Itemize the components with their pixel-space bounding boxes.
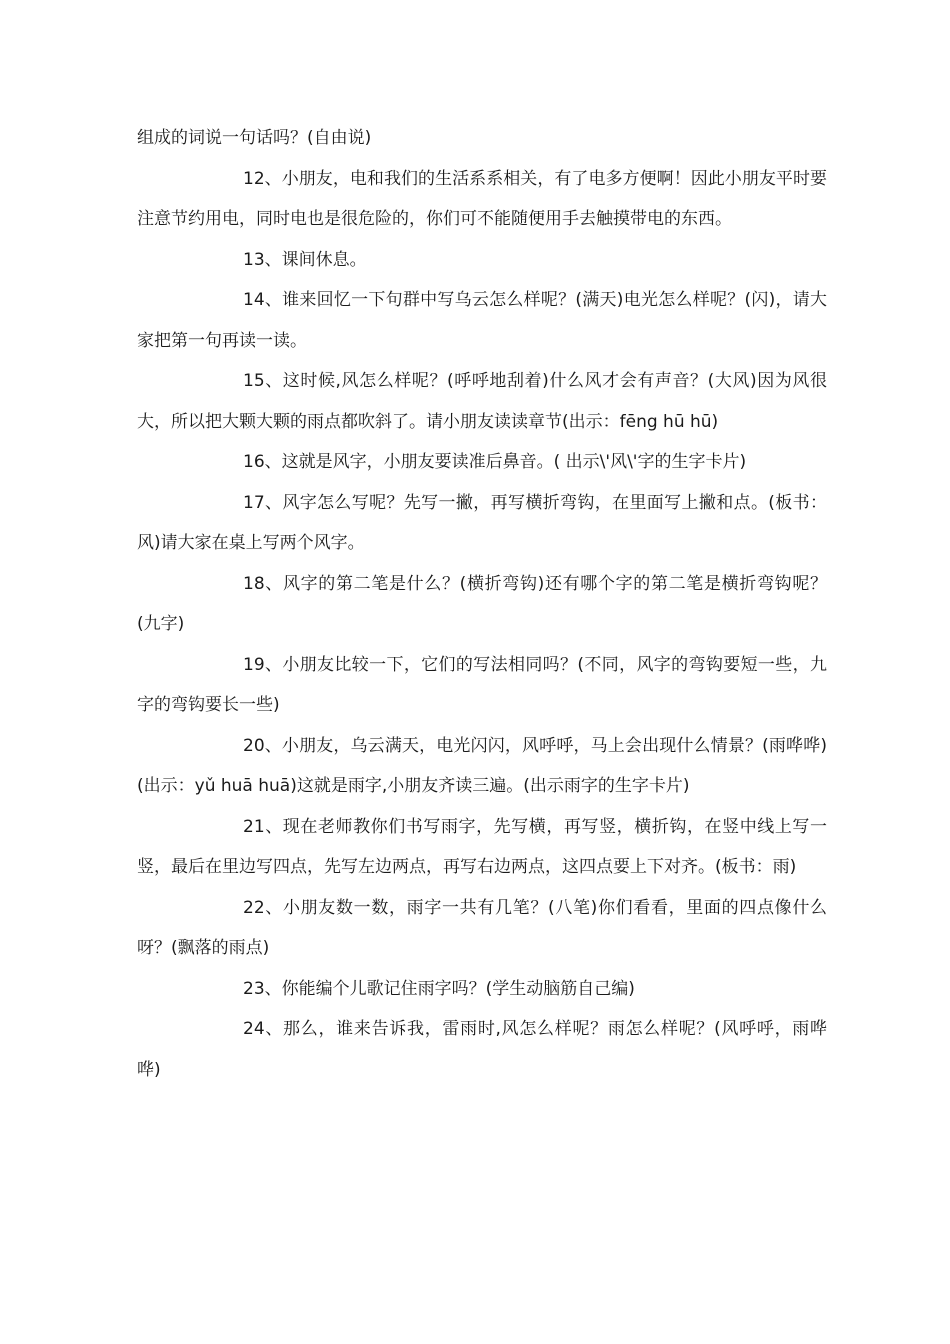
paragraph-24: 24、那么，谁来告诉我，雷雨时,风怎么样呢？雨怎么样呢？(风呼呼，雨哗哗) — [137, 1019, 827, 1080]
paragraph-17: 17、风字怎么写呢？先写一撇，再写横折弯钩，在里面写上撇和点。(板书：风)请大家在桌上写两个风字。 — [137, 492, 827, 553]
paragraph-16: 16、这就是风字，小朋友要读准后鼻音。( 出示\'风\'字的生字卡片) — [243, 452, 747, 472]
document-body — [137, 118, 827, 1090]
paragraph-23: 23、你能编个儿歌记住雨字吗？(学生动脑筋自己编) — [243, 978, 635, 999]
paragraph-18: 18、风字的第二笔是什么？(横折弯钩)还有哪个字的第二笔是横折弯钩呢？(九字) — [137, 573, 827, 634]
paragraph-22: 22、小朋友数一数，雨字一共有几笔？(八笔)你们看看，里面的四点像什么呀？(飘落的雨点) — [137, 897, 827, 958]
paragraph-19: 19、小朋友比较一下，它们的写法相同吗？(不同，风字的弯钩要短一些，九字的弯钩要长一些) — [137, 654, 827, 715]
paragraph-21: 21、现在老师教你们书写雨字，先写横，再写竖，横折钩，在竖中线上写一竖，最后在里边写四点，先写左边两点，再写右边两点，这四点要上下对齐。(板书：雨) — [137, 816, 827, 877]
paragraph-12: 12、小朋友，电和我们的生活系系相关，有了电多方便啊！因此小朋友平时要注意节约用电，同时电也是很危险的，你们可不能随便用手去触摸带电的东西。 — [137, 168, 827, 229]
paragraph-15: 15、这时候,风怎么样呢？(呼呼地刮着)什么风才会有声音？(大风)因为风很大，所以把大颗大颗的雨点都吹斜了。请小朋友读读章节(出示：fēng hū hū) — [137, 371, 827, 432]
paragraph-14: 14、谁来回忆一下句群中写乌云怎么样呢？(满天)电光怎么样呢？(闪)，请大家把第一句再读一读。 — [137, 290, 827, 351]
paragraph-20: 20、小朋友，乌云满天，电光闪闪，风呼呼，马上会出现什么情景？(雨哗哗)(出示：yǔ huā huā)这就是雨字,小朋友齐读三遍。(出示雨字的生字卡片) — [137, 735, 827, 796]
paragraph-continued: 组成的词说一句话吗？(自由说) — [137, 128, 372, 148]
paragraph-13: 13、课间休息。 — [243, 249, 367, 270]
